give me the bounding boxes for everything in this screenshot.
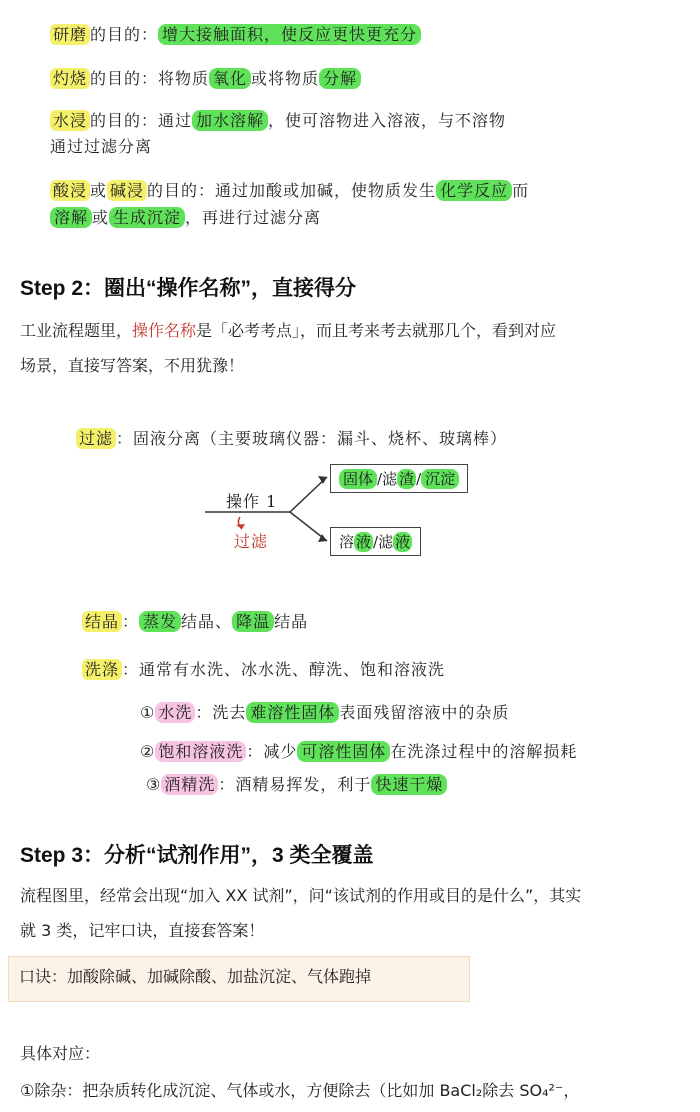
step2-paragraph: 工业流程题里，操作名称是「必考考点」，而且考来考去就那几个，看到对应 场景，直接写答案，不用犹豫！	[20, 321, 557, 375]
label-filter: 过滤	[76, 428, 116, 449]
note-acid: 酸浸 或 碱浸 的目的：通过加酸或加碱，使物质发生 化学反应 而	[50, 178, 529, 201]
wash-item-3: ③ 酒精洗 ：酒精易挥发，利于 快速干燥	[146, 772, 447, 795]
note-water-line2: 通过过滤分离	[50, 137, 153, 156]
detail-title: 具体对应：	[20, 1044, 101, 1063]
mnemonic-box	[8, 956, 470, 1002]
step2-heading: Step 2：圈出“操作名称”，直接得分	[20, 277, 357, 300]
label-water: 水浸	[50, 110, 90, 131]
label-wash: 洗涤	[82, 659, 122, 680]
ion-sulfate: SO₄²⁻	[519, 1081, 564, 1100]
label-crystal: 结晶	[82, 611, 122, 632]
label-grinding: 研磨	[50, 24, 90, 45]
mnemonic-text: 口诀：加酸除碱、加碱除酸、加盐沉淀、气体跑掉	[19, 967, 372, 986]
box-solid: 固体 /滤 渣 / 沉淀	[330, 464, 468, 493]
step3-paragraph: 流程图里，经常会出现“加入 XX 试剂”，问“该试剂的作用或目的是什么”，其实 就 3 类，记牢口诀，直接套答案！	[20, 886, 582, 940]
crystal-line: 结晶 ： 蒸发 结晶、 降温 结晶	[82, 609, 308, 632]
keyword-operation-name: 操作名称	[132, 321, 197, 340]
step3-heading: Step 3：分析“试剂作用”，3 类全覆盖	[20, 844, 374, 867]
chem-bacl2: BaCl₂	[439, 1081, 483, 1100]
hl-grinding: 增大接触面积，使反应更快更充分	[158, 24, 421, 45]
wash-item-1: ① 水洗 ：洗去 难溶性固体 表面残留溶液中的杂质	[140, 703, 510, 722]
note-water: 水浸 的目的：通过 加水溶解 ，使可溶物进入溶液，与不溶物	[50, 108, 506, 131]
operation-answer: 过滤	[234, 532, 269, 551]
filter-line: 过滤 ：固液分离（主要玻璃仪器：漏斗、烧杯、玻璃棒）	[76, 426, 507, 449]
operation-1-label: 操作 1	[226, 492, 278, 511]
label-roasting: 灼烧	[50, 68, 90, 89]
detail-item-1: ①除杂：把杂质转化成沉淀、气体或水，方便除去（比如加 BaCl₂除去 SO₄²⁻，	[20, 1081, 580, 1100]
note-grinding: 研磨 的目的： 增大接触面积，使反应更快更充分	[50, 22, 421, 45]
note-acid-line2: 溶解 或 生成沉淀 ，再进行过滤分离	[50, 205, 321, 228]
box-solution: 溶 液 /滤 液	[330, 527, 421, 556]
note-roasting: 灼烧 的目的：将物质 氧化 或将物质 分解	[50, 66, 361, 89]
wash-item-2: ② 饱和溶液洗 ：减少 可溶性固体 在洗涤过程中的溶解损耗	[140, 742, 578, 761]
wash-line: 洗涤 ：通常有水洗、冰水洗、醇洗、饱和溶液洗	[82, 657, 445, 680]
